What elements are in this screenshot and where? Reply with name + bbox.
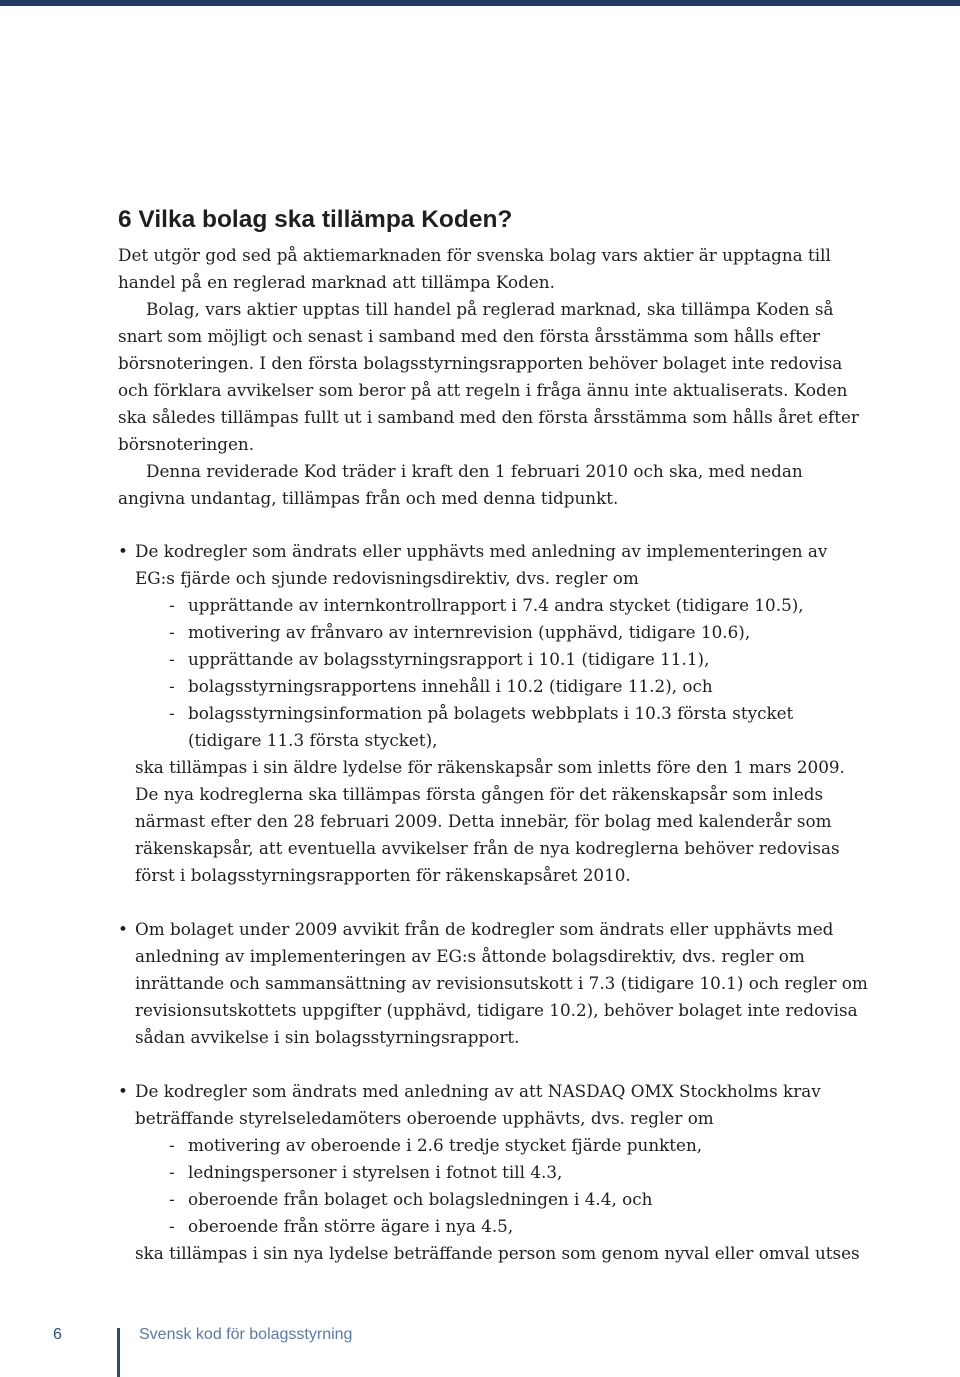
dash-marker: - [169, 1189, 175, 1209]
dash-list [135, 592, 870, 754]
dash-marker: - [169, 595, 175, 615]
bullet-marker: • [118, 919, 128, 939]
dash-marker: - [169, 676, 175, 696]
dash-item [169, 673, 870, 700]
dash-item [169, 1159, 870, 1186]
dash-item-text: motivering av frånvaro av internrevision (upphävd, tidigare 10.6), [188, 622, 751, 642]
dash-list [135, 1132, 870, 1240]
dash-item-text: upprättande av internkontrollrapport i 7.4 andra stycket (tidigare 10.5), [188, 595, 804, 615]
effective-date-paragraph: Denna reviderade Kod träder i kraft den 1 februari 2010 och ska, med nedan angivna undantag, tillämpas från och med denna tidpunkt. [118, 461, 803, 508]
dash-item-text: oberoende från bolaget och bolagsledningen i 4.4, och [188, 1189, 653, 1209]
dash-item [169, 619, 870, 646]
dash-marker: - [169, 622, 175, 642]
bullet-marker: • [118, 541, 128, 561]
list-spacer [118, 889, 870, 916]
footer-document-title: Svensk kod för bolagsstyrning [139, 1326, 353, 1343]
listing-paragraph: Bolag, vars aktier upptas till handel på reglerad marknad, ska tillämpa Koden så snart som möjligt och senast i samband med den första årsstämma som hålls efter börsnoteringen. I den första bolagsstyrningsrapporten behöver bolaget inte redovisa och förklara avvikelser som beror på att regeln i fråga ännu inte aktualiserats. Koden ska således tillämpas fullt ut i samband med den första årsstämma som hålls året efter börsnoteringen. [118, 299, 859, 454]
dash-item [169, 700, 870, 754]
bullet-outro: ska tillämpas i sin äldre lydelse för räkenskapsår som inletts före den 1 mars 2009. De nya kodreglerna ska tillämpas första gången för det räkenskapsår som inleds närmast efter den 28 februari 2009. Detta innebär, för bolag med kalenderår som räkenskapsår, att eventuella avvikelser från de nya kodreglerna behöver redovisas först i bolagsstyrningsrapporten för räkenskapsåret 2010. [135, 757, 845, 885]
bullet-marker: • [118, 1081, 128, 1101]
dash-marker: - [169, 1135, 175, 1155]
dash-item [169, 1186, 870, 1213]
dash-marker: - [169, 1216, 175, 1236]
dash-item-text: oberoende från större ägare i nya 4.5, [188, 1216, 514, 1236]
page-content [118, 204, 870, 1267]
dash-item-text: bolagsstyrningsrapportens innehåll i 10.2 (tidigare 11.2), och [188, 676, 713, 696]
bullet-outro: ska tillämpas i sin nya lydelse beträffande person som genom nyval eller omval utses [135, 1243, 860, 1263]
dash-marker: - [169, 703, 175, 723]
page-footer [0, 1320, 960, 1377]
intro-paragraph: Det utgör god sed på aktiemarknaden för svenska bolag vars aktier är upptagna till handel på en reglerad marknad att tillämpa Koden. [118, 245, 831, 292]
bullet-intro: De kodregler som ändrats eller upphävts med anledning av implementeringen av EG:s fjärde och sjunde redovisningsdirektiv, dvs. regler om [135, 541, 828, 588]
top-color-bar [0, 0, 960, 6]
dash-item [169, 1213, 870, 1240]
dash-item [169, 592, 870, 619]
dash-item-text: motivering av oberoende i 2.6 tredje stycket fjärde punkten, [188, 1135, 703, 1155]
page-number: 6 [53, 1326, 62, 1343]
dash-item [169, 1132, 870, 1159]
bullet-intro: De kodregler som ändrats med anledning av att NASDAQ OMX Stockholms krav beträffande styrelseledamöters oberoende upphävts, dvs. regler om [135, 1081, 821, 1128]
dash-item [169, 646, 870, 673]
list-spacer [118, 1051, 870, 1078]
bullet-item [118, 916, 870, 1051]
exception-list [118, 538, 870, 1267]
dash-item-text: ledningspersoner i styrelsen i fotnot till 4.3, [188, 1162, 563, 1182]
bullet-intro: Om bolaget under 2009 avvikit från de kodregler som ändrats eller upphävts med anledning av implementeringen av EG:s åttonde bolagsdirektiv, dvs. regler om inrättande och sammansättning av revisionsutskott i 7.3 (tidigare 10.1) och regler om revisionsutskottets uppgifter (upphävd, tidigare 10.2), behöver bolaget inte redovisa sådan avvikelse i sin bolagsstyrningsrapport. [135, 919, 868, 1047]
bullet-item [118, 538, 870, 889]
dash-marker: - [169, 1162, 175, 1182]
section-heading: 6 Vilka bolag ska tillämpa Koden? [118, 206, 513, 233]
dash-item-text: upprättande av bolagsstyrningsrapport i 10.1 (tidigare 11.1), [188, 649, 710, 669]
bullet-item [118, 1078, 870, 1267]
footer-divider [117, 1328, 120, 1377]
dash-item-text: bolagsstyrningsinformation på bolagets webbplats i 10.3 första stycket (tidigare 11.3 första stycket), [188, 703, 794, 750]
dash-marker: - [169, 649, 175, 669]
